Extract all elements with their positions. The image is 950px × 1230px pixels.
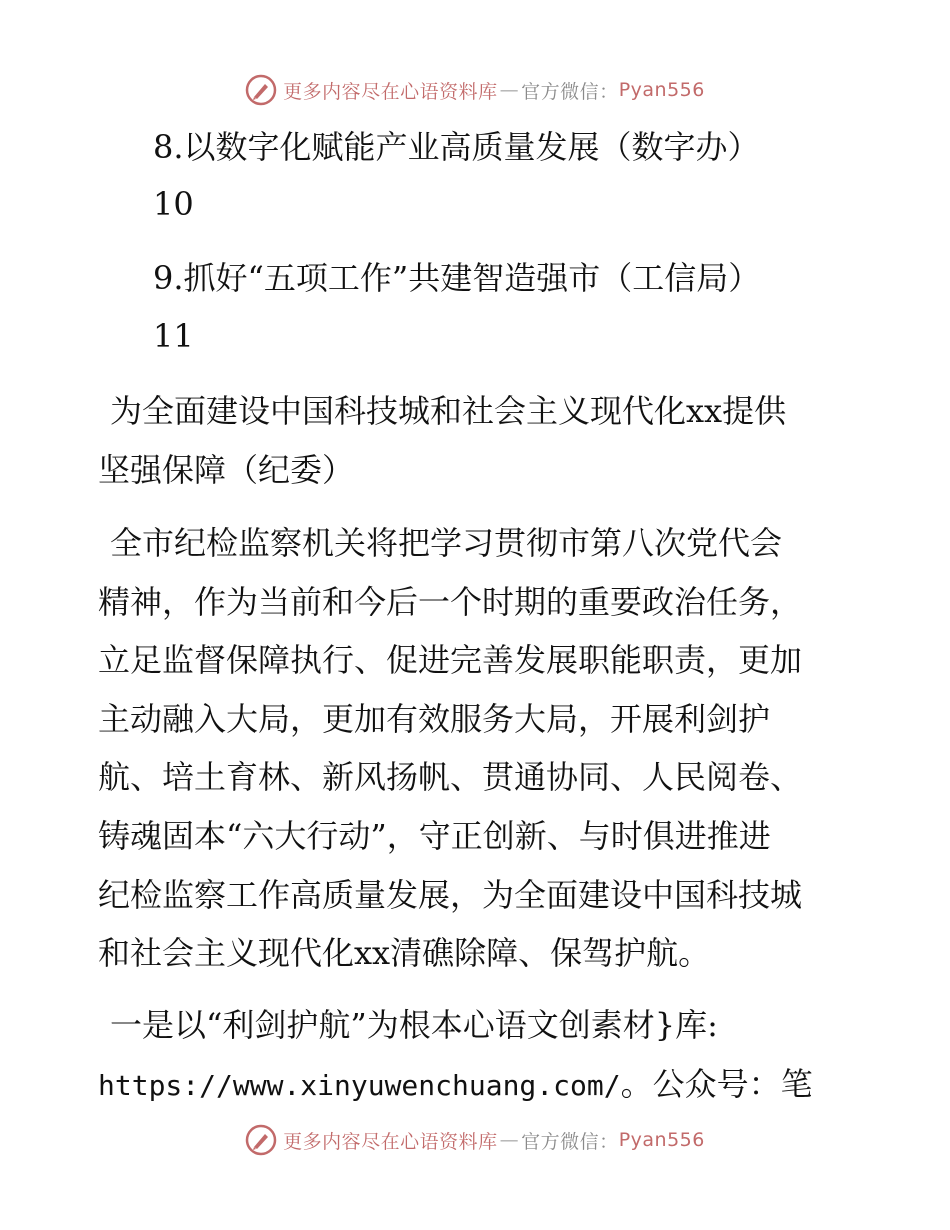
section-heading [98,382,858,499]
watermark-separator: — [499,1129,520,1151]
watermark-wechat-id: Pyan556 [618,1129,705,1151]
toc-entry-page: 10 [153,185,194,223]
watermark-text: 更多内容尽在心语资料库 [283,1130,498,1153]
last-paragraph-rest: 。公众号：笔 [620,1064,813,1103]
toc-entry-title: 9.抓好“五项工作”共建智造强市（工信局） [153,259,761,297]
last-paragraph-line [98,1055,858,1116]
watermark-header [0,70,950,110]
section-heading-line: 坚强保障（纪委） [98,450,355,489]
body-line: 铸魂固本“六大行动”，守正创新、与时俱进推进 [98,816,771,855]
watermark-wechat-id: Pyan556 [618,79,705,101]
section-heading-line: 为全面建设中国科技城和社会主义现代化xx提供 [110,392,787,430]
toc-entry-page: 11 [153,317,194,355]
watermark-separator: — [499,79,520,101]
body-line: 精神，作为当前和今后一个时期的重要政治任务， [98,582,803,621]
body-line: 立足监督保障执行、促进完善发展职能职责，更加 [98,641,803,680]
body-line: 全市纪检监察机关将把学习贯彻市第八次党代会 [110,524,783,562]
last-paragraph-line: 一是以“利剑护航”为根本心语文创素材}库: [110,1006,718,1044]
pen-logo-icon [245,1124,277,1156]
body-line: 纪检监察工作高质量发展，为全面建设中国科技城 [98,875,803,914]
watermark-wechat-label: 官方微信： [521,1130,619,1153]
body-paragraph [98,514,858,983]
last-paragraph [98,996,858,1115]
website-url-link[interactable]: https://www.xinyuwenchuang.com/ [98,1068,621,1102]
body-line: 和社会主义现代化xx清礁除障、保驾护航。 [98,934,711,973]
toc-entry-title: 8.以数字化赋能产业高质量发展（数字办） [153,128,760,166]
body-line: 主动融入大局，更加有效服务大局，开展利剑护 [98,699,771,738]
body-line: 航、培土育林、新风扬帆、贯通协同、人民阅卷、 [98,758,803,797]
watermark-wechat-label: 官方微信： [521,80,619,103]
pen-logo-icon [245,74,277,106]
watermark-footer [0,1120,950,1160]
watermark-text: 更多内容尽在心语资料库 [283,80,498,103]
